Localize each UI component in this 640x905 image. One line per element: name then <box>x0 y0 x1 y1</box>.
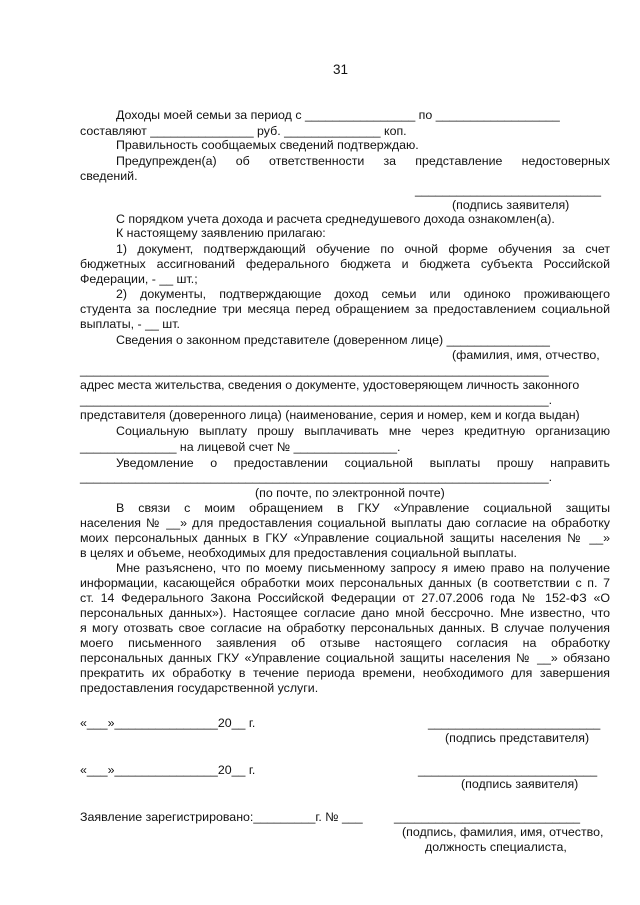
attachment-1-line-3: Федерации, - __ шт.; <box>80 272 198 286</box>
applicant-signature-line: ___________________________ <box>415 183 602 197</box>
rights-line-9: предоставления государственной услуги. <box>80 681 319 695</box>
attachment-2-line-2: студента за последние три месяца перед обращением за предоставлением социальной <box>80 302 610 316</box>
rights-line-6: моего письменного заявления об отзыве настоящего согласия на обработку <box>80 636 610 650</box>
rights-line-5: я могу отозвать свое согласие на обработку персональных данных. В случае получения <box>80 621 610 635</box>
attachment-2-line-3: выплаты, - __ шт. <box>80 317 180 331</box>
warning-text-line-2: сведений. <box>80 169 138 183</box>
specialist-signature-line: ___________________________ <box>394 810 581 824</box>
confirmation-text: Правильность сообщаемых сведений подтверждаю. <box>116 138 419 152</box>
rights-line-1: Мне разъяснено, что по моему письменному запросу я имею право на получение <box>116 561 610 575</box>
representative-info-line: Сведения о законном представителе (доверенном лице) _______________ <box>116 333 550 347</box>
notification-line-1: Уведомление о предоставлении социальной выплаты прошу направить <box>116 456 610 470</box>
applicant-signature-line-2: __________________________ <box>418 763 598 777</box>
attachment-2-line-1: 2) документы, подтверждающие доход семьи или одиноко проживающего <box>116 287 610 301</box>
representative-signature-line: _________________________ <box>428 716 601 730</box>
representative-name-caption: (фамилия, имя, отчество, <box>452 348 600 362</box>
notification-caption: (по почте, по электронной почте) <box>255 486 445 500</box>
rights-line-2: информации, касающейся обработки моих персональных данных (в соответствии с п. 7 <box>80 576 610 590</box>
consent-line-3: моих персональных данных в ГКУ «Управление социальной защиты населения № __» <box>80 531 610 545</box>
income-amount-line: составляют _______________ руб. ______________ коп. <box>80 124 407 138</box>
page-number: 31 <box>333 62 349 77</box>
attachments-heading: К настоящему заявлению прилагаю: <box>116 226 326 240</box>
representative-address-caption: адрес места жительства, сведения о документе, удостоверяющем личность законного <box>80 378 580 392</box>
applicant-signature-caption: (подпись заявителя) <box>452 198 570 212</box>
consent-line-4: в целях и объеме, необходимых для предоставления социальной выплаты. <box>80 546 518 560</box>
rights-line-7: персональных данных ГКУ «Управление социальной защиты населения № __» обязано <box>80 651 610 665</box>
notification-line-2: ____________________________________________________________________. <box>80 470 553 484</box>
rights-line-4: персональных данных»). Настоящее согласие дано мной бессрочно. Мне известно, что <box>80 606 610 620</box>
attachment-1-line-1: 1) документ, подтверждающий обучение по очной форме обучения за счет <box>116 242 610 256</box>
blank-line-2: ____________________________________________________________________. <box>80 393 553 407</box>
warning-text-line-1: Предупрежден(а) об ответственности за представление недостоверных <box>116 154 610 168</box>
applicant-date-line: «___»_______________20__ г. <box>80 763 256 777</box>
income-period-line: Доходы моей семьи за период с ________________ по __________________ <box>116 108 560 122</box>
rights-line-3: ст. 14 Федерального Закона Российской Федерации от 27.07.2006 года № 152-ФЗ «О <box>80 591 610 605</box>
registration-line: Заявление зарегистрировано:_________г. № ___ <box>80 810 363 824</box>
representative-date-line: «___»_______________20__ г. <box>80 716 256 730</box>
specialist-caption-line-2: должность специалиста, <box>425 840 567 854</box>
representative-signature-caption: (подпись представителя) <box>445 731 590 745</box>
applicant-signature-caption-2: (подпись заявителя) <box>461 777 579 791</box>
blank-line-1: ____________________________________________________________________ <box>80 363 549 377</box>
payment-method-line-2: ______________ на лицевой счет № _______________. <box>80 440 401 454</box>
rights-line-8: прекратить их обработку в течение периода времени, необходимого для завершения <box>80 666 610 680</box>
attachment-1-line-2: бюджетных ассигнований федерального бюджета и бюджета субъекта Российской <box>80 257 610 271</box>
consent-line-1: В связи с моим обращением в ГКУ «Управление социальной защиты <box>116 501 610 515</box>
payment-method-line-1: Социальную выплату прошу выплачивать мне через кредитную организацию <box>116 424 610 438</box>
consent-line-2: населения № __» для предоставления социальной выплаты даю согласие на обработку <box>80 516 610 530</box>
specialist-caption-line-1: (подпись, фамилия, имя, отчество, <box>402 825 604 839</box>
acquainted-text: С порядком учета дохода и расчета среднедушевого дохода ознакомлен(а). <box>116 212 555 226</box>
representative-document-caption: представителя (доверенного лица) (наименование, серия и номер, кем и когда выдан) <box>80 408 580 422</box>
